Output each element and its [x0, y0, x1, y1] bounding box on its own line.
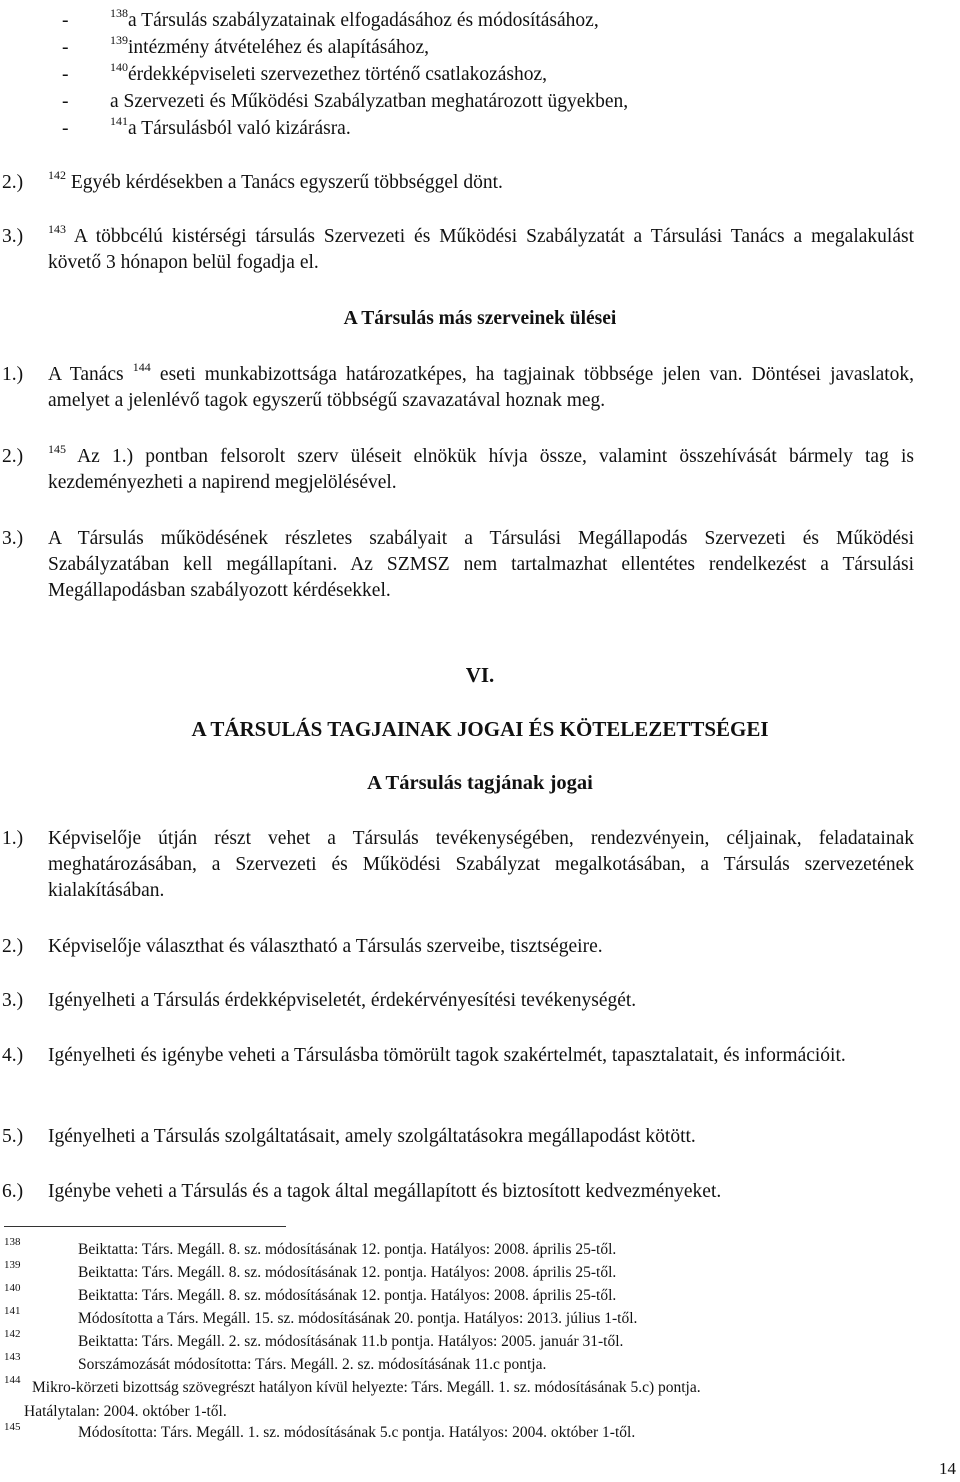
footnote-number: 138	[4, 1236, 21, 1248]
paragraph-prefix: A Tanács	[48, 364, 124, 385]
list-item-text: intézmény átvételéhez és alapításához,	[128, 37, 430, 58]
list-item	[62, 8, 942, 34]
footnote-ref[interactable]: 141	[110, 114, 128, 128]
paragraph-text: A többcélú kistérségi társulás Szervezeti és Működési Szabályzatát a Társulási Tanács a megalakulást követő 3 hónapon belül fogadja el.	[48, 226, 914, 273]
footnote-text: Mikro-körzeti bizottság szövegrészt hatályon kívül helyezte: Társ. Megáll. 1. sz. módosításának 5.c) pontja.	[32, 1379, 701, 1396]
paragraph-text: Az 1.) pontban felsorolt szerv üléseit elnökük hívja össze, valamint összehívását bármely tag is kezdeményezheti a napirend megjelölésével.	[48, 446, 914, 493]
footnote-number: 140	[4, 1282, 21, 1294]
footnote-number: 142	[4, 1328, 21, 1340]
section-title: A Társulás tagjának jogai	[367, 772, 593, 794]
chapter-title: A TÁRSULÁS TAGJAINAK JOGAI ÉS KÖTELEZETTSÉGEI	[191, 717, 769, 741]
paragraph-text: Egyéb kérdésekben a Tanács egyszerű többséggel dönt.	[70, 172, 503, 193]
right-item	[2, 1124, 914, 1150]
paragraph-text: Igényelheti a Társulás érdekképviseletét, érdekérvényesítési tevékenységét.	[48, 990, 637, 1011]
paragraph-text: Képviselője útján részt vehet a Társulás tevékenységében, rendezvényein, céljainak, feladatainak meghatározásában, a Szervezeti és Működési Szabályzat megalkotásában, a Társulás szervezetének kialakításában.	[48, 828, 914, 901]
list-dash: -	[62, 64, 69, 85]
footnote-ref[interactable]: 145	[48, 442, 66, 456]
list-dash: -	[62, 37, 69, 58]
paragraph-3	[2, 224, 914, 276]
footnote-number: 143	[4, 1351, 21, 1363]
footnote-text: Beiktatta: Társ. Megáll. 8. sz. módosításának 12. pontja. Hatályos: 2008. április 25-től.	[78, 1264, 617, 1281]
paragraph-2	[2, 444, 914, 496]
list-item-text: a Szervezeti és Működési Szabályzatban meghatározott ügyekben,	[110, 91, 629, 112]
footnote-text: Beiktatta: Társ. Megáll. 8. sz. módosításának 12. pontja. Hatályos: 2008. április 25-től.	[78, 1287, 617, 1304]
footnote-ref[interactable]: 138	[110, 6, 128, 20]
footnote-number: 139	[4, 1259, 21, 1271]
paragraph-text: Igényelheti és igénybe veheti a Társulásba tömörült tagok szakértelmét, tapasztalatait, és információit.	[48, 1045, 846, 1066]
footnote-text: Hatálytalan: 2004. október 1-től.	[24, 1403, 227, 1420]
paragraph-number: 2.)	[2, 446, 24, 467]
footnote-separator	[4, 1226, 286, 1227]
paragraph-number: 3.)	[2, 990, 24, 1011]
list-dash: -	[62, 91, 69, 112]
list-item-text: a Társulásból való kizárásra.	[128, 118, 351, 139]
footnote-ref[interactable]: 140	[110, 60, 128, 74]
footnote-number: 145	[4, 1421, 21, 1433]
list-dash: -	[62, 118, 69, 139]
section-heading: A Társulás más szerveinek ülései	[343, 308, 617, 329]
right-item	[2, 934, 914, 960]
right-item	[2, 1179, 914, 1205]
chapter-number: VI.	[465, 663, 495, 687]
footnote-ref[interactable]: 143	[48, 222, 66, 236]
paragraph-text: Igénybe veheti a Társulás és a tagok által megállapított és biztosított kedvezményeket.	[48, 1181, 722, 1202]
paragraph-number: 3.)	[2, 528, 24, 549]
paragraph-number: 2.)	[2, 936, 24, 957]
footnote-text: Beiktatta: Társ. Megáll. 2. sz. módosításának 11.b pontja. Hatályos: 2005. január 31-től.	[78, 1333, 624, 1350]
paragraph-3	[2, 526, 914, 604]
paragraph-1	[2, 362, 914, 414]
paragraph-text: Képviselője választhat és választható a Társulás szerveibe, tisztségeire.	[48, 936, 603, 957]
footnote-number: 141	[4, 1305, 21, 1317]
list-dash: -	[62, 10, 69, 31]
list-item-text: érdekképviseleti szervezethez történő csatlakozáshoz,	[128, 64, 548, 85]
paragraph-number: 3.)	[2, 226, 24, 247]
footnote-ref[interactable]: 139	[110, 33, 128, 47]
footnote-text: Módosította: Társ. Megáll. 1. sz. módosításának 5.c pontja. Hatályos: 2004. október 1-től.	[78, 1424, 636, 1441]
paragraph-number: 5.)	[2, 1126, 24, 1147]
footnote-number: 144	[4, 1374, 21, 1386]
right-item	[2, 1043, 914, 1069]
footnote-text: Módosította a Társ. Megáll. 15. sz. módosításának 20. pontja. Hatályos: 2013. július 1-től.	[78, 1310, 638, 1327]
paragraph-text: Igényelheti a Társulás szolgáltatásait, amely szolgáltatásokra megállapodást kötött.	[48, 1126, 696, 1147]
list-item-text: a Társulás szabályzatainak elfogadásához és módosításához,	[128, 10, 599, 31]
paragraph-number: 6.)	[2, 1181, 24, 1202]
paragraph-2	[2, 170, 914, 196]
footnote-ref[interactable]: 142	[48, 168, 66, 182]
paragraph-number: 1.)	[2, 828, 24, 849]
page-number: 14	[939, 1459, 956, 1478]
right-item	[2, 826, 914, 904]
paragraph-number: 1.)	[2, 364, 24, 385]
paragraph-number: 2.)	[2, 172, 24, 193]
right-item	[2, 988, 914, 1014]
footnote-ref[interactable]: 144	[132, 360, 151, 374]
list-item	[62, 89, 942, 115]
paragraph-text: eseti munkabizottsága határozatképes, ha tagjainak többsége jelen van. Döntései javaslatok, amelyet a jelenlévő tagok egyszerű többségű szavazatával hoznak meg.	[48, 364, 915, 411]
paragraph-number: 4.)	[2, 1045, 24, 1066]
footnote-text: Sorszámozását módosította: Társ. Megáll. 2. sz. módosításának 11.c pontja.	[78, 1356, 547, 1373]
footnote-text: Beiktatta: Társ. Megáll. 8. sz. módosításának 12. pontja. Hatályos: 2008. április 25-től.	[78, 1241, 617, 1258]
list-item	[62, 62, 942, 88]
list-item	[62, 35, 942, 61]
paragraph-text: A Társulás működésének részletes szabályait a Társulási Megállapodás Szervezeti és Működési Szabályzatában kell megállapítani. Az SZMSZ nem tartalmazhat ellentétes rendelkezést a Társulási Megállapodásban szabályozott kérdésekkel.	[48, 528, 914, 601]
list-item	[62, 116, 942, 142]
